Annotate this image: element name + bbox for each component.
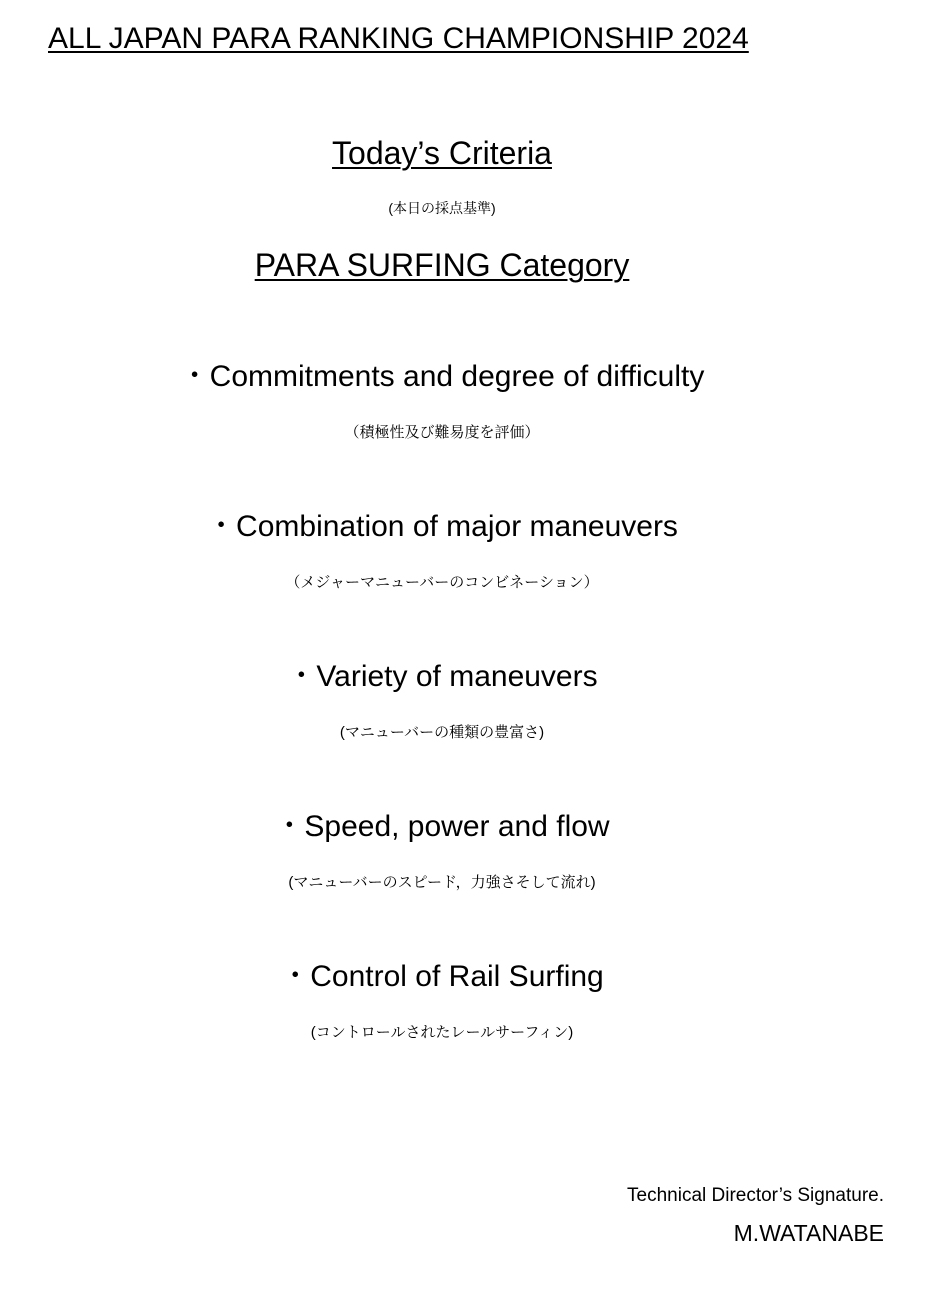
criterion-combination: ・Combination of major maneuvers [206, 510, 678, 543]
signature-label: Technical Director’s Signature. [627, 1185, 884, 1206]
criteria-heading-japanese: (本日の採点基準) [388, 200, 496, 216]
category-heading: PARA SURFING Category [254, 247, 630, 283]
criterion-rail-surfing: ・Control of Rail Surfing [280, 960, 604, 993]
criterion-rail-surfing-japanese: (コントロールされたレールサーフィン) [310, 1024, 574, 1041]
criterion-variety: ・Variety of maneuvers [286, 660, 598, 693]
criterion-variety-japanese: (マニューバーの種類の豊富さ) [339, 724, 545, 741]
event-title: ALL JAPAN PARA RANKING CHAMPIONSHIP 2024 [48, 22, 749, 55]
criterion-commitments: ・Commitments and degree of difficulty [179, 360, 705, 393]
criterion-speed-japanese: (マニューバーのスピード，力強さそして流れ) [288, 874, 596, 891]
criterion-combination-japanese: （メジャーマニューバーのコンビネーション） [285, 574, 599, 591]
criterion-speed: ・Speed, power and flow [274, 810, 610, 843]
criteria-heading: Today’s Criteria [332, 135, 552, 171]
signature-name: M.WATANABE [733, 1220, 884, 1246]
criterion-commitments-japanese: （積極性及び難易度を評価） [344, 424, 540, 441]
